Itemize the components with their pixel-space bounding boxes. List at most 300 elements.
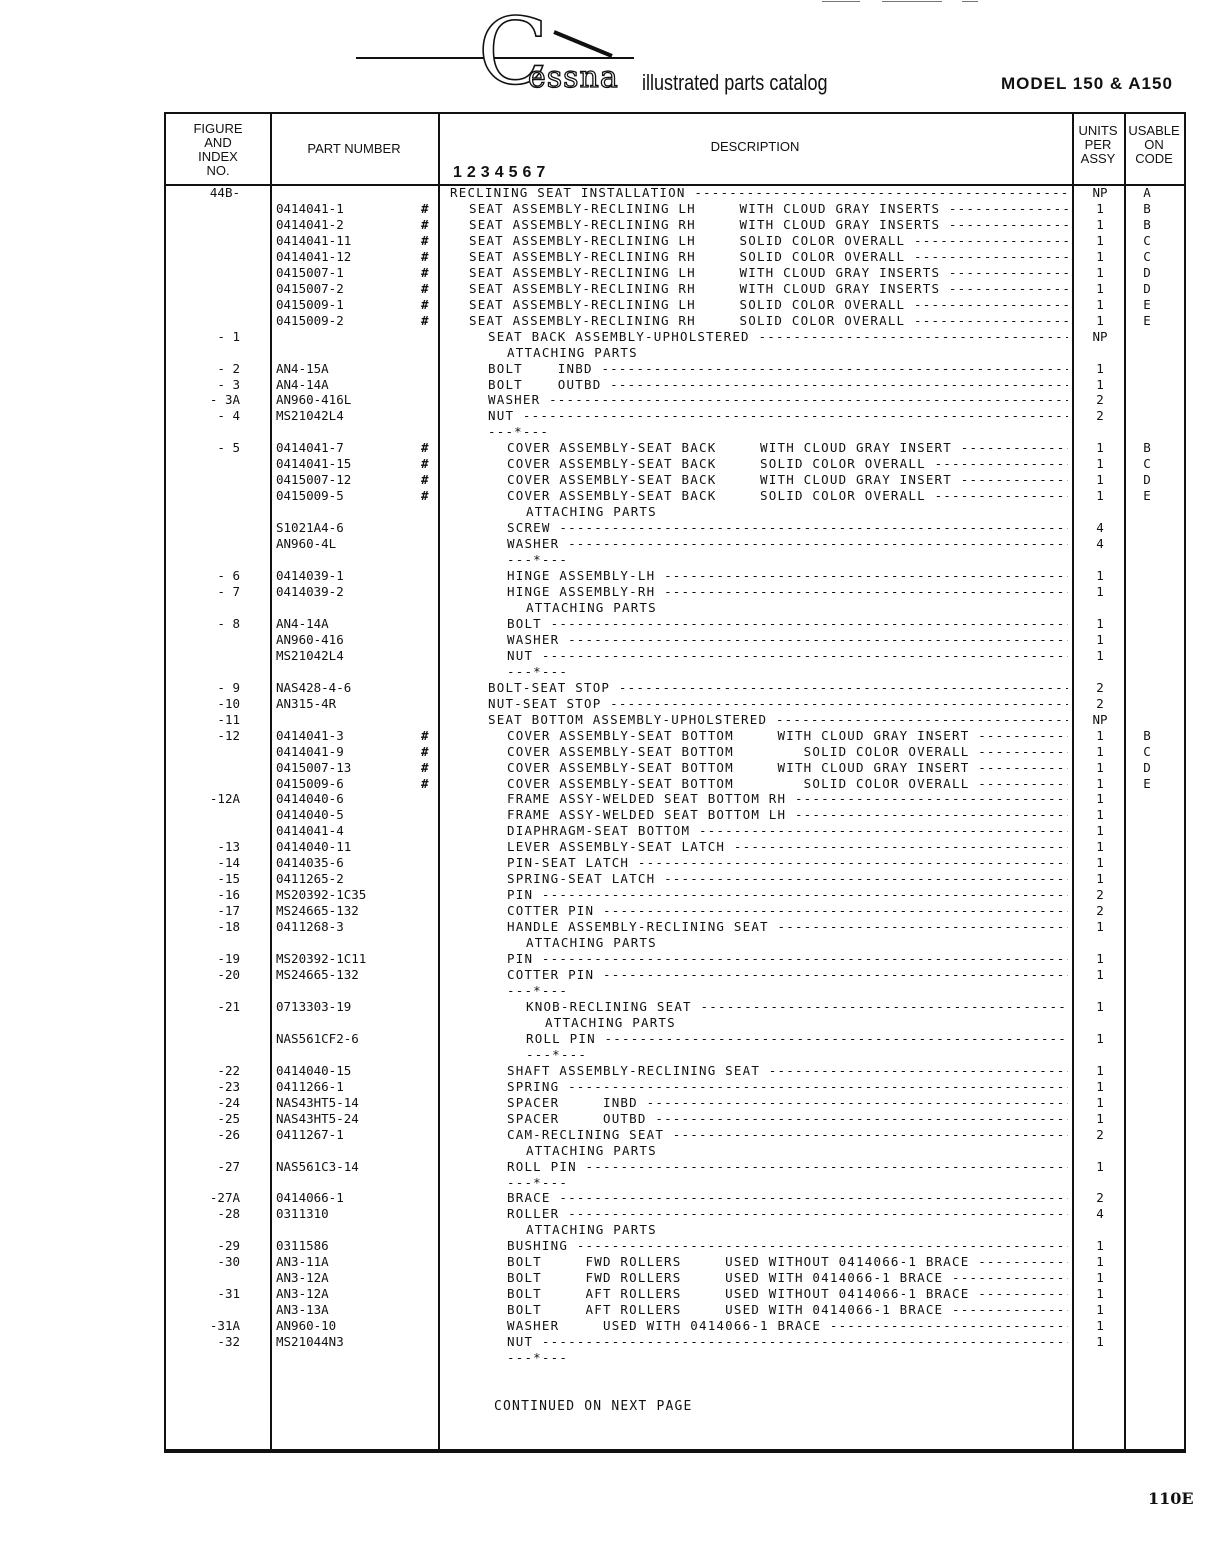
table-row <box>164 919 1186 935</box>
part-number: AN4-14A <box>276 615 329 631</box>
table-row <box>164 1047 1186 1063</box>
table-row <box>164 313 1186 329</box>
description: ---*--- <box>507 1174 569 1190</box>
table-row <box>164 488 1186 504</box>
logo-wordmark: essna <box>528 60 619 95</box>
description: HINGE ASSEMBLY-RH ----- <box>507 584 1068 600</box>
units-per-assy: 1 <box>1096 823 1104 839</box>
table-row <box>164 871 1186 887</box>
description: ---*--- <box>507 663 569 679</box>
table-row <box>164 1302 1186 1318</box>
table-row <box>164 1270 1186 1286</box>
description: WASHER ----- <box>507 632 1068 648</box>
description: ATTACHING PARTS <box>526 935 657 951</box>
units-per-assy: 1 <box>1096 488 1104 504</box>
description: FRAME ASSY-WELDED SEAT BOTTOM LH ----- <box>507 807 1068 823</box>
part-number: MS20392-1C35 <box>276 887 367 903</box>
table-row <box>164 760 1186 776</box>
table-row <box>164 632 1186 648</box>
description: KNOB-RECLINING SEAT ----- <box>526 999 1068 1015</box>
table-row <box>164 472 1186 488</box>
description: ---*--- <box>507 1350 569 1366</box>
header-line: AND <box>204 135 232 150</box>
usable-code: D <box>1143 759 1151 775</box>
description: COVER ASSEMBLY-SEAT BOTTOM SOLID COLOR OVERALL ----- <box>507 776 1068 792</box>
part-number: 0414041-11 <box>276 232 352 248</box>
description: ATTACHING PARTS <box>526 504 657 520</box>
table-row <box>164 887 1186 903</box>
table-row <box>164 951 1186 967</box>
description: SHAFT ASSEMBLY-RECLINING SEAT ----- <box>507 1063 1068 1079</box>
table-row <box>164 1190 1186 1206</box>
usable-code: A <box>1143 185 1151 200</box>
units-per-assy: 1 <box>1096 360 1104 376</box>
table-row <box>164 1286 1186 1302</box>
description: COTTER PIN ----- <box>507 967 1068 983</box>
description: COTTER PIN ----- <box>507 903 1068 919</box>
units-per-assy: 1 <box>1096 1238 1104 1254</box>
figure-index: -31A <box>209 1318 240 1334</box>
units-column-header <box>1072 124 1124 166</box>
table-row <box>164 744 1186 760</box>
figure-index: -28 <box>217 1206 240 1222</box>
units-per-assy: 1 <box>1096 584 1104 599</box>
figure-index: -14 <box>217 855 240 871</box>
part-number: 0415007-13 <box>276 759 352 775</box>
units-per-assy: 1 <box>1096 998 1104 1014</box>
header-line: PER <box>1084 137 1112 152</box>
header-line: FIGURE <box>193 121 243 136</box>
table-row <box>164 967 1186 983</box>
figure-index: - 4 <box>217 408 240 424</box>
part-number: AN960-10 <box>276 1318 337 1334</box>
part-number: MS24665-132 <box>276 903 359 919</box>
table-row <box>164 1318 1186 1334</box>
table-row <box>164 392 1186 408</box>
part-number: AN3-12A <box>276 1286 329 1302</box>
table-row <box>164 680 1186 696</box>
description: CAM-RECLINING SEAT ----- <box>507 1127 1068 1143</box>
catalog-title: illustrated parts catalog <box>642 70 828 95</box>
usable-code: C <box>1143 232 1151 248</box>
table-row <box>164 217 1186 233</box>
figure-index: -13 <box>217 839 240 855</box>
units-per-assy: 1 <box>1096 951 1104 967</box>
units-per-assy: 1 <box>1096 280 1104 296</box>
units-per-assy: 1 <box>1096 1078 1104 1094</box>
change-mark: # <box>421 759 429 775</box>
units-per-assy: 1 <box>1096 568 1104 584</box>
units-per-assy: 1 <box>1096 1302 1104 1318</box>
description: SPACER INBD ----- <box>507 1095 1068 1111</box>
description: BOLT INBD ----- <box>488 361 1068 377</box>
figure-index: -12A <box>209 791 240 807</box>
description: SPRING-SEAT LATCH ----- <box>507 871 1068 887</box>
description: BUSHING ----- <box>507 1238 1068 1254</box>
units-per-assy: 2 <box>1096 679 1104 695</box>
part-number: 0414041-9 <box>276 743 344 759</box>
part-number-header: PART NUMBER <box>307 141 401 156</box>
description: BOLT OUTBD ----- <box>488 377 1068 393</box>
part-number: 0414040-11 <box>276 839 352 855</box>
figure-index: -23 <box>217 1078 240 1094</box>
continued-note: CONTINUED ON NEXT PAGE <box>494 1399 693 1414</box>
usable-code: D <box>1143 472 1151 488</box>
part-number: 0414041-4 <box>276 823 344 839</box>
units-per-assy: NP <box>1092 185 1108 200</box>
usable-code: E <box>1143 775 1151 791</box>
scan-rule <box>962 1 978 2</box>
figure-index: -31 <box>217 1286 240 1302</box>
description: SEAT BACK ASSEMBLY-UPHOLSTERED ----- <box>488 329 1068 345</box>
change-mark: # <box>421 456 429 472</box>
figure-index: -18 <box>217 919 240 935</box>
table-row <box>164 1175 1186 1191</box>
table-row <box>164 361 1186 377</box>
figure-index: -27A <box>209 1190 240 1206</box>
table-row <box>164 185 1186 201</box>
part-number: 0311310 <box>276 1206 329 1222</box>
table-row <box>164 377 1186 393</box>
table-row <box>164 1063 1186 1079</box>
usable-code: D <box>1143 264 1151 280</box>
table-row <box>164 1334 1186 1350</box>
description: NUT ----- <box>507 648 1068 664</box>
units-per-assy: 1 <box>1096 631 1104 647</box>
usable-code: B <box>1143 727 1151 743</box>
part-number: MS21042L4 <box>276 408 344 424</box>
part-number: 0415009-6 <box>276 775 344 791</box>
header-line: USABLE <box>1128 123 1180 138</box>
part-number: 0414035-6 <box>276 855 344 871</box>
table-row <box>164 823 1186 839</box>
change-mark: # <box>421 248 429 264</box>
table-row <box>164 1206 1186 1222</box>
figure-index: - 3 <box>217 376 240 392</box>
table-row <box>164 600 1186 616</box>
units-per-assy: 2 <box>1096 408 1104 424</box>
figure-index: -26 <box>217 1126 240 1142</box>
part-number: AN4-14A <box>276 376 329 392</box>
description: ATTACHING PARTS <box>526 599 657 615</box>
description-header: DESCRIPTION <box>710 139 800 154</box>
units-per-assy: 2 <box>1096 903 1104 919</box>
indent-digits: 1234567 <box>453 164 551 181</box>
units-per-assy: 1 <box>1096 296 1104 312</box>
part-number: 0414041-15 <box>276 456 352 472</box>
part-number: 0415009-5 <box>276 488 344 504</box>
figure-index: -16 <box>217 887 240 903</box>
page-header <box>0 0 1212 110</box>
table-row <box>164 1143 1186 1159</box>
description: NUT-SEAT STOP ----- <box>488 696 1068 712</box>
units-per-assy: 1 <box>1096 376 1104 392</box>
header-line: ASSY <box>1080 151 1116 166</box>
description: WASHER ----- <box>507 536 1068 552</box>
part-number: AN3-11A <box>276 1254 329 1270</box>
table-row <box>164 408 1186 424</box>
part-number: AN3-12A <box>276 1270 329 1286</box>
part-number: 0414039-2 <box>276 584 344 599</box>
units-per-assy: 1 <box>1096 727 1104 743</box>
part-number: MS20392-1C11 <box>276 951 367 967</box>
units-per-assy: 1 <box>1096 1318 1104 1334</box>
table-row <box>164 1095 1186 1111</box>
description: ROLL PIN ----- <box>507 1159 1068 1175</box>
part-number: 0414040-15 <box>276 1062 352 1078</box>
description: COVER ASSEMBLY-SEAT BACK SOLID COLOR OVERALL ----- <box>507 488 1068 504</box>
table-row <box>164 807 1186 823</box>
description: LEVER ASSEMBLY-SEAT LATCH ----- <box>507 839 1068 855</box>
units-per-assy: 1 <box>1096 807 1104 823</box>
description: BOLT AFT ROLLERS USED WITHOUT 0414066-1 BRACE ----- <box>507 1286 1068 1302</box>
description: HANDLE ASSEMBLY-RECLINING SEAT ----- <box>507 919 1068 935</box>
scan-rule <box>882 1 942 2</box>
header-line: UNITS <box>1078 123 1118 138</box>
header-line: ON <box>1144 137 1164 152</box>
part-number: MS21042L4 <box>276 647 344 663</box>
table-row <box>164 297 1186 313</box>
units-per-assy: 1 <box>1096 647 1104 663</box>
units-per-assy: 1 <box>1096 232 1104 248</box>
table-row <box>164 281 1186 297</box>
usable-code: B <box>1143 200 1151 216</box>
description: ---*--- <box>488 424 550 440</box>
units-per-assy: 1 <box>1096 440 1104 456</box>
table-row <box>164 552 1186 568</box>
units-per-assy: 1 <box>1096 248 1104 264</box>
figure-index: - 1 <box>217 328 240 344</box>
change-mark: # <box>421 264 429 280</box>
units-per-assy: 2 <box>1096 695 1104 711</box>
units-per-assy: 1 <box>1096 919 1104 935</box>
figure-index: -24 <box>217 1094 240 1110</box>
table-row <box>164 201 1186 217</box>
table-row <box>164 1127 1186 1143</box>
table-row <box>164 1350 1186 1366</box>
description: ATTACHING PARTS <box>507 344 638 360</box>
units-per-assy: NP <box>1092 328 1108 344</box>
table-row <box>164 504 1186 520</box>
change-mark: # <box>421 216 429 232</box>
part-number: MS21044N3 <box>276 1334 344 1350</box>
table-row <box>164 329 1186 345</box>
part-number: NAS428-4-6 <box>276 679 352 695</box>
description: SEAT BOTTOM ASSEMBLY-UPHOLSTERED ----- <box>488 712 1068 728</box>
units-per-assy: NP <box>1092 711 1108 727</box>
usable-code: B <box>1143 440 1151 456</box>
description: SEAT ASSEMBLY-RECLINING RH SOLID COLOR OVERALL ----- <box>469 313 1068 329</box>
part-number: 0414041-7 <box>276 440 344 456</box>
part-number: 0414041-12 <box>276 248 352 264</box>
part-number: NAS43HT5-14 <box>276 1094 359 1110</box>
description: SEAT ASSEMBLY-RECLINING LH SOLID COLOR OVERALL ----- <box>469 297 1068 313</box>
units-per-assy: 4 <box>1096 1206 1104 1222</box>
usable-code: E <box>1143 296 1151 312</box>
units-per-assy: 1 <box>1096 775 1104 791</box>
table-row <box>164 1015 1186 1031</box>
units-per-assy: 1 <box>1096 1110 1104 1126</box>
part-number: 0415007-1 <box>276 264 344 280</box>
description: SPRING ----- <box>507 1079 1068 1095</box>
units-per-assy: 1 <box>1096 216 1104 232</box>
figure-index: -27 <box>217 1158 240 1174</box>
units-per-assy: 1 <box>1096 1062 1104 1078</box>
description: PIN ----- <box>507 951 1068 967</box>
description: SEAT ASSEMBLY-RECLINING RH WITH CLOUD GRAY INSERTS ----- <box>469 281 1068 297</box>
table-row <box>164 1079 1186 1095</box>
description: DIAPHRAGM-SEAT BOTTOM ----- <box>507 823 1068 839</box>
description: NUT ----- <box>488 408 1068 424</box>
part-number: NAS561C3-14 <box>276 1158 359 1174</box>
table-row <box>164 664 1186 680</box>
logo-chevron-icon <box>552 30 618 60</box>
usable-code: B <box>1143 216 1151 232</box>
description: COVER ASSEMBLY-SEAT BACK WITH CLOUD GRAY INSERT ----- <box>507 440 1068 456</box>
figure-index: - 5 <box>217 440 240 456</box>
units-per-assy: 1 <box>1096 1286 1104 1302</box>
part-number: S1021A4-6 <box>276 520 344 536</box>
usable-code: E <box>1143 488 1151 504</box>
description: COVER ASSEMBLY-SEAT BACK WITH CLOUD GRAY INSERT ----- <box>507 472 1068 488</box>
description: BOLT-SEAT STOP ----- <box>488 680 1068 696</box>
part-number: NAS43HT5-24 <box>276 1110 359 1126</box>
part-number: 0414039-1 <box>276 568 344 584</box>
figure-column-header <box>166 122 270 178</box>
units-per-assy: 1 <box>1096 1030 1104 1046</box>
header-line: INDEX <box>198 149 238 164</box>
units-per-assy: 1 <box>1096 839 1104 855</box>
description: SEAT ASSEMBLY-RECLINING RH SOLID COLOR OVERALL ----- <box>469 249 1068 265</box>
table-row <box>164 345 1186 361</box>
table-row <box>164 935 1186 951</box>
table-row <box>164 1111 1186 1127</box>
figure-index: -32 <box>217 1334 240 1350</box>
description: COVER ASSEMBLY-SEAT BACK SOLID COLOR OVERALL ----- <box>507 456 1068 472</box>
description: SPACER OUTBD ----- <box>507 1111 1068 1127</box>
table-row <box>164 839 1186 855</box>
usable-code-header <box>1124 124 1184 166</box>
description: NUT ----- <box>507 1334 1068 1350</box>
change-mark: # <box>421 312 429 328</box>
change-mark: # <box>421 775 429 791</box>
header-line: CODE <box>1135 151 1173 166</box>
description: SEAT ASSEMBLY-RECLINING LH WITH CLOUD GRAY INSERTS ----- <box>469 201 1068 217</box>
table-row <box>164 696 1186 712</box>
description: ATTACHING PARTS <box>526 1142 657 1158</box>
figure-index: - 3A <box>209 392 240 408</box>
units-per-assy: 1 <box>1096 759 1104 775</box>
description: SCREW ----- <box>507 520 1068 536</box>
table-row <box>164 791 1186 807</box>
description: WASHER USED WITH 0414066-1 BRACE ----- <box>507 1318 1068 1334</box>
usable-code: E <box>1143 312 1151 328</box>
model-title: MODEL 150 & A150 <box>1001 74 1173 93</box>
units-per-assy: 1 <box>1096 456 1104 472</box>
usable-code: C <box>1143 743 1151 759</box>
description: ---*--- <box>507 983 569 998</box>
part-number: NAS561CF2-6 <box>276 1030 359 1046</box>
units-per-assy: 1 <box>1096 1158 1104 1174</box>
table-row <box>164 233 1186 249</box>
description: BOLT ----- <box>507 616 1068 632</box>
description: WASHER ----- <box>488 392 1068 408</box>
change-mark: # <box>421 488 429 504</box>
description: COVER ASSEMBLY-SEAT BOTTOM WITH CLOUD GRAY INSERT ----- <box>507 760 1068 776</box>
description: BOLT AFT ROLLERS USED WITH 0414066-1 BRACE ----- <box>507 1302 1068 1318</box>
table-row <box>164 999 1186 1015</box>
part-number: 0411266-1 <box>276 1078 344 1094</box>
table-row <box>164 648 1186 664</box>
change-mark: # <box>421 440 429 456</box>
part-number: 0414041-2 <box>276 216 344 232</box>
part-number: 0414066-1 <box>276 1190 344 1206</box>
logo-initial: C <box>478 0 549 105</box>
description: COVER ASSEMBLY-SEAT BOTTOM WITH CLOUD GRAY INSERT ----- <box>507 728 1068 744</box>
table-row <box>164 983 1186 999</box>
table-row <box>164 456 1186 472</box>
usable-code: C <box>1143 456 1151 472</box>
description: HINGE ASSEMBLY-LH ----- <box>507 568 1068 584</box>
units-per-assy: 1 <box>1096 472 1104 488</box>
usable-code: D <box>1143 280 1151 296</box>
figure-index: -17 <box>217 903 240 919</box>
figure-index: - 9 <box>217 679 240 695</box>
units-per-assy: 1 <box>1096 855 1104 871</box>
header-line: NO. <box>206 163 230 178</box>
figure-index: -12 <box>217 727 240 743</box>
description: ATTACHING PARTS <box>526 1222 657 1238</box>
description: PIN-SEAT LATCH ----- <box>507 855 1068 871</box>
part-number: 0414040-5 <box>276 807 344 823</box>
figure-index: -22 <box>217 1062 240 1078</box>
part-number: 0713303-19 <box>276 998 352 1014</box>
description: ---*--- <box>507 552 569 568</box>
figure-index: -30 <box>217 1254 240 1270</box>
table-row <box>164 520 1186 536</box>
description: BRACE ----- <box>507 1190 1068 1206</box>
part-number: 0414040-6 <box>276 791 344 807</box>
usable-code: C <box>1143 248 1151 264</box>
units-per-assy: 1 <box>1096 871 1104 887</box>
table-row <box>164 1222 1186 1238</box>
figure-index: -25 <box>217 1110 240 1126</box>
change-mark: # <box>421 472 429 488</box>
part-number: 0411268-3 <box>276 919 344 935</box>
change-mark: # <box>421 727 429 743</box>
page-number: 110E <box>1148 1489 1194 1508</box>
part-number: 0311586 <box>276 1238 329 1254</box>
table-row <box>164 440 1186 456</box>
part-number: 0415007-12 <box>276 472 352 488</box>
change-mark: # <box>421 743 429 759</box>
part-number: MS24665-132 <box>276 967 359 983</box>
description: SEAT ASSEMBLY-RECLINING RH WITH CLOUD GRAY INSERTS ----- <box>469 217 1068 233</box>
part-number: AN4-15A <box>276 360 329 376</box>
table-row <box>164 728 1186 744</box>
figure-index: -11 <box>217 711 240 727</box>
description: FRAME ASSY-WELDED SEAT BOTTOM RH ----- <box>507 791 1068 807</box>
table-row <box>164 616 1186 632</box>
description: ROLLER ----- <box>507 1206 1068 1222</box>
part-number: AN315-4R <box>276 695 337 711</box>
units-per-assy: 1 <box>1096 967 1104 983</box>
units-per-assy: 2 <box>1096 392 1104 408</box>
change-mark: # <box>421 232 429 248</box>
part-number: 0414041-1 <box>276 200 344 216</box>
units-per-assy: 1 <box>1096 264 1104 280</box>
table-row <box>164 712 1186 728</box>
